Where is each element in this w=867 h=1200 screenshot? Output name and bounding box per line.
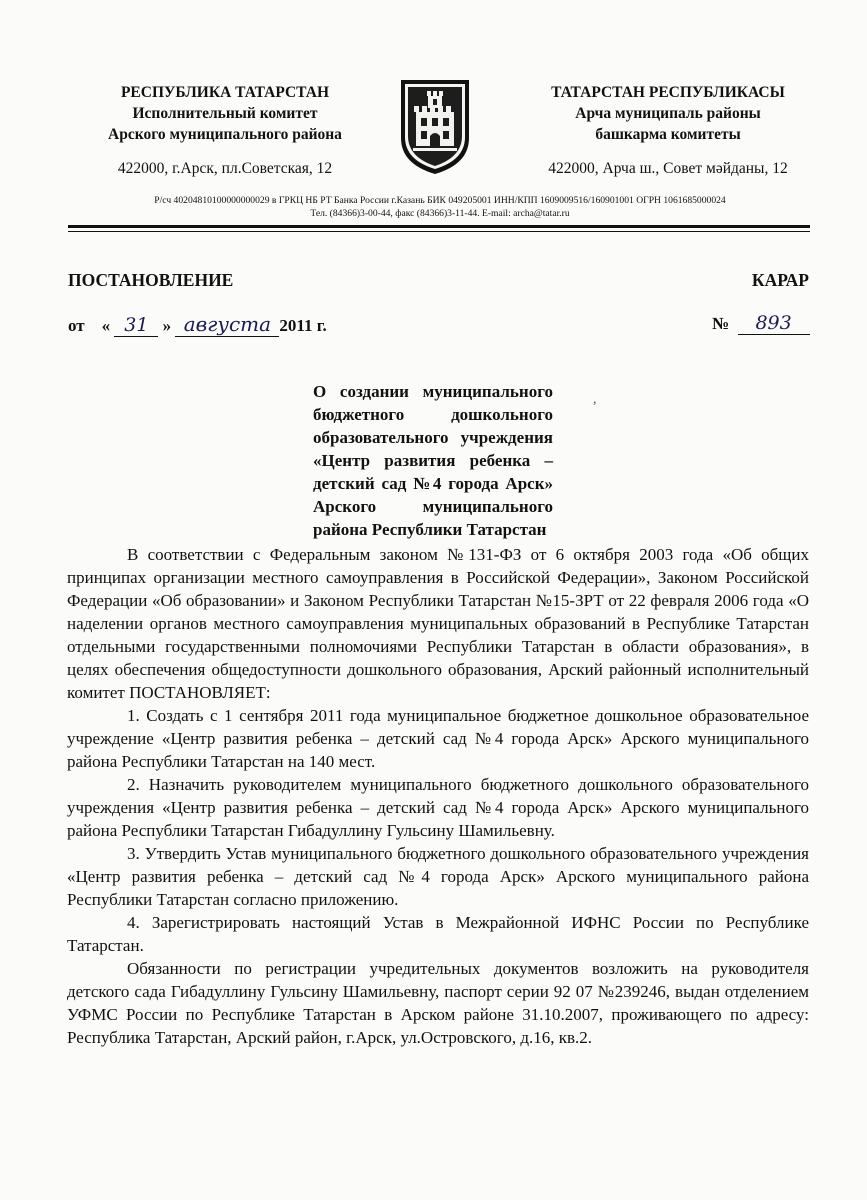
- header-left-republic: РЕСПУБЛИКА ТАТАРСТАН: [120, 84, 330, 101]
- header-left-committee: Исполнительный комитет: [132, 105, 318, 122]
- header-right: [508, 82, 828, 179]
- header-right-committee: башкарма комитеты: [595, 126, 741, 143]
- bank-details: [60, 194, 820, 220]
- quote-open: «: [101, 316, 111, 335]
- contact-line: Тел. (84366)3-00-44, факс (84366)3-11-44. E-mail: archa@tatar.ru: [310, 208, 570, 219]
- header-left: [75, 82, 375, 179]
- number-line: [712, 312, 810, 335]
- header-left-district: Арского муниципального района: [108, 126, 342, 143]
- body-paragraph-preamble: В соответствии с Федеральным законом №131-ФЗ от 6 октября 2003 года «Об общих принципах организации местного самоуправления в Российской Федерации», Законом Российской Федерации «Об образовании» и Законом Республики Татарстан №15-ЗРТ от 22 февраля 2006 года «О наделении органов местного самоуправления муниципальных образований в Республике Татарстан отдельными государственными полномочиями Республики Татарстан в области образования», в целях обеспечения общедоступности дошкольного образования, Арский районный исполнительный комитет ПОСТАНОВЛЯЕТ:: [67, 545, 809, 702]
- header-left-address: 422000, г.Арск, пл.Советская, 12: [117, 160, 333, 177]
- scan-mark: ,: [593, 392, 597, 407]
- date-prefix: от: [68, 316, 85, 335]
- quote-close: »: [162, 316, 172, 335]
- body-item-1: 1. Создать с 1 сентября 2011 года муниципальное бюджетное дошкольное образовательное учреждение «Центр развития ребенка – детский сад №4 города Арск» Арского муниципального района Республики Татарстан на 140 мест.: [67, 706, 809, 771]
- header-right-republic: ТАТАРСТАН РЕСПУБЛИКАСЫ: [551, 84, 785, 101]
- header-right-district: Арча муниципаль районы: [575, 105, 761, 122]
- date-line: [68, 312, 327, 337]
- arsk-coat-of-arms-icon: [399, 78, 471, 176]
- date-day: 31: [114, 314, 158, 337]
- header-divider-thick: [68, 225, 810, 228]
- date-month: августа: [175, 312, 279, 337]
- bank-account-line: Р/сч 40204810100000000029 в ГРКЦ НБ РТ Банка России г.Казань БИК 049205001 ИНН/КПП 1609009516/160901001 ОГРН 1061685000024: [154, 195, 726, 206]
- doc-type-ru: ПОСТАНОВЛЕНИЕ: [68, 270, 234, 290]
- document-subject: О создании муниципального бюджетного дошкольного образовательного учреждения «Центр развития ребенка – детский сад №4 города Арск» Арского муниципального района Республики Татарстан: [313, 382, 553, 539]
- body-paragraph-responsibility: Обязанности по регистрации учредительных документов возложить на руководителя детского сада Гибадуллину Гульсину Шамильевну, паспорт серии 92 07 №239246, выдан отделением УФМС России по Республике Татарстан в Арском районе 31.10.2007, проживающего по адресу: Республика Татарстан, Арский район, г.Арск, ул.Островского, д.16, кв.2.: [67, 959, 809, 1047]
- header-divider-thin: [68, 231, 810, 232]
- document-body: [67, 543, 809, 1049]
- body-item-4: 4. Зарегистрировать настоящий Устав в Межрайонной ИФНС России по Республике Татарстан.: [67, 913, 809, 955]
- doc-type-tt: КАРАР: [751, 270, 809, 290]
- body-item-3: 3. Утвердить Устав муниципального бюджетного дошкольного образовательного учреждения «Центр развития ребенка – детский сад №4 города Арск» Арского муниципального района Республики Татарстан согласно приложению.: [67, 844, 809, 909]
- date-year: 2011 г.: [279, 316, 327, 335]
- body-item-2: 2. Назначить руководителем муниципального бюджетного дошкольного образовательного учреждения «Центр развития ребенка – детский сад №4 города Арск» Арского муниципального района Республики Татарстан Гибадуллину Гульсину Шамильевну.: [67, 775, 809, 840]
- header-right-address: 422000, Арча ш., Совет мәйданы, 12: [548, 160, 788, 177]
- doc-number: 893: [738, 312, 810, 335]
- number-label: №: [712, 314, 730, 333]
